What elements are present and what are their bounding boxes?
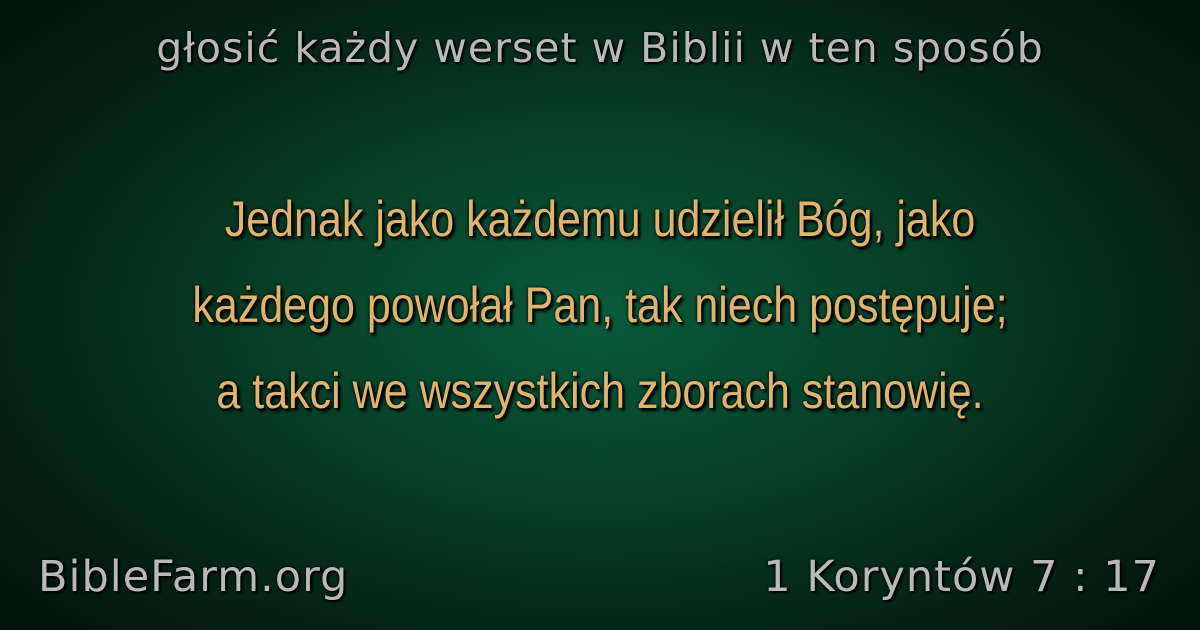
verse-line: Jednak jako każdemu udzielił Bóg, jako: [224, 191, 976, 247]
verse-line: a takci we wszystkich zborach stanowię.: [216, 363, 984, 419]
verse-line: każdego powołał Pan, tak niech postępuje;: [192, 277, 1008, 333]
verse-text: [118, 176, 1081, 434]
tagline: głosić każdy werset w Biblii w ten sposób: [156, 24, 1044, 72]
site-link[interactable]: BibleFarm.org: [38, 552, 349, 602]
verse-reference: 1 Koryntów 7 : 17: [763, 552, 1160, 602]
